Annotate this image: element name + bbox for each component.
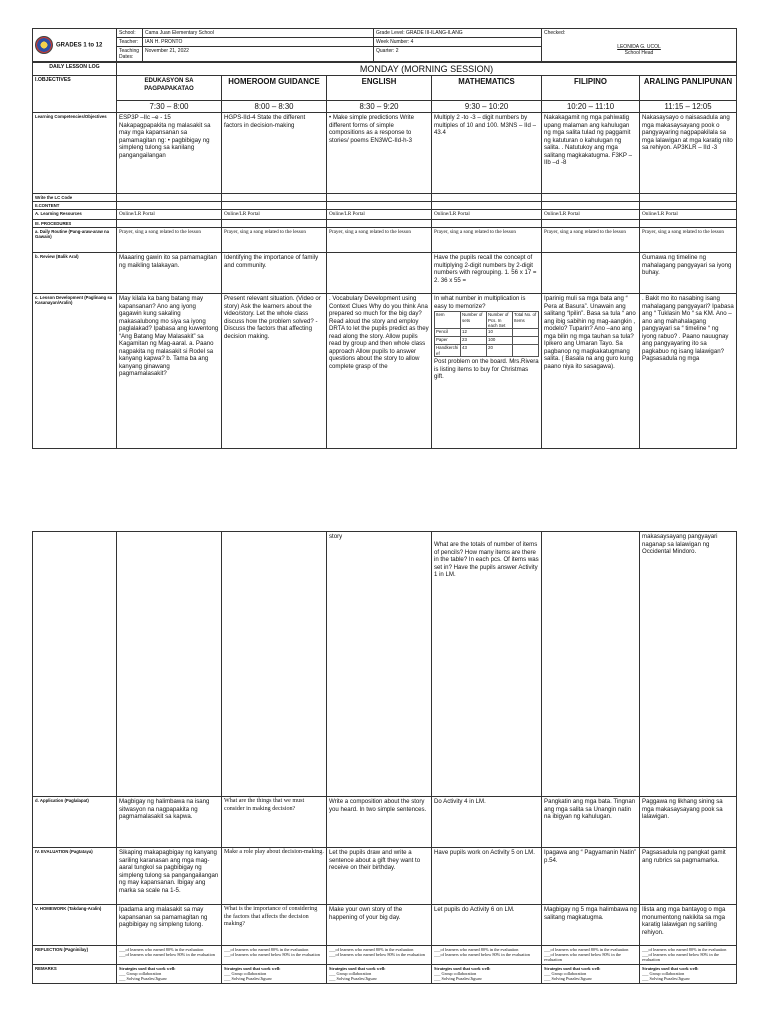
homework-math: Let pupils do Activity 6 on LM. (432, 905, 542, 946)
resource-math: Online/LR Portal (432, 210, 542, 220)
daily-routine-text: Daily Routine (Pang-araw-araw na Gawain) (35, 229, 110, 240)
remarks-label: REMARKS (33, 964, 117, 983)
deped-seal-icon (35, 36, 53, 54)
remarks-english (327, 964, 432, 983)
time-math: 9:30 – 10:20 (432, 101, 542, 113)
reflection-line-below: ___of learners who earned below 80% in the evaluation (119, 952, 215, 958)
lesson-table-2 (32, 531, 737, 984)
competency-homeroom: HGPS-IId-4 State the different factors in decision-making (222, 113, 327, 194)
subject-ap: ARALING PANLIPUNAN (640, 76, 737, 101)
remarks-puzzles: ___ Solving Puzzles/Jigsaw (434, 976, 482, 982)
competency-math: Multiply 2 -to -3 – digit numbers by multiples of 10 and 100. M3NS – IId – 43.4 (432, 113, 542, 194)
time-homeroom: 8:00 – 8:30 (222, 101, 327, 113)
development-esp: May kilala ka bang batang may kapansanan? Ano ang iyong gagawin kung sakaling makasalubong mo siya sa iyong paglalakad? Ipabasa ang kuwentong “Ang Batang May Malasakit” sa Kagamitan ng Mag-aaral. a. Paano nagpakita ng malasakit si Rodel sa kanyang kapwa? b. Tama ba ang kanyang ginawang pagmamalasakit? (117, 294, 222, 449)
remarks-math (432, 964, 542, 983)
application-english: Write a composition about the story you heard. In two simple sentences. (327, 797, 432, 848)
daily-routine-label (33, 228, 117, 253)
remarks-group: ___ Group collaboration (224, 970, 267, 976)
school-head-role: School Head (624, 50, 654, 56)
subject-english: ENGLISH (327, 76, 432, 101)
objectives-label: I.OBJECTIVES (33, 76, 117, 113)
procedures-label: III. PROCEDURES (33, 220, 117, 228)
evaluation-label: IV. EVALUATION (Pagtataya) (33, 848, 117, 905)
math-row-sets: 43 (461, 345, 487, 357)
application-math: Do Activity 4 in LM. (432, 797, 542, 848)
development-english: . Vocabulary Development using Context Clues Why do you think Ana prepared so much for the big day? Read aloud the story and employ DRTA to let the pupils predict as they read along the story. Allow pupils read by group and then whole class approach Allow pupils to answer questions about the story to allow complete grasp of the (327, 294, 432, 449)
development-num: c. (35, 295, 39, 301)
reflection-ap (640, 946, 737, 965)
routine-esp: Prayer, sing a song related to the lesson (117, 228, 222, 253)
reflection-line-80: ___of learners who earned 80% in the evaluation (224, 947, 309, 952)
competencies-label: Learning Competencies/Objectives (33, 113, 117, 194)
application-label (33, 797, 117, 848)
remarks-strategies: Strategies used that work well: (224, 965, 281, 971)
reflection-line-80: ___of learners who earned 80% in the evaluation (119, 947, 204, 952)
development-english-cont: story (327, 532, 432, 797)
competency-english: • Make simple predictions Write different forms of simple compositions as a response to stories/ poems EN3WC-IId-h-3 (327, 113, 432, 194)
evaluation-homeroom: Make a role play about decision-making. (222, 848, 327, 905)
homework-homeroom: What is the importance of considering the factors that affects the decision making? (222, 905, 327, 946)
reflection-line-80: ___of learners who earned 80% in the evaluation (544, 947, 629, 952)
review-homeroom: Identifying the importance of family and community. (222, 253, 327, 294)
application-homeroom: What are the things that we must consider in making decision? (222, 797, 327, 848)
remarks-strategies: Strategies used that work well: (434, 965, 491, 971)
evaluation-filipino: Ipagawa ang “ Pagyamanin Natin” p.54. (542, 848, 640, 905)
resources-label: A. Learning Resources (33, 210, 117, 220)
remarks-group: ___ Group collaboration (642, 970, 685, 976)
dates-label: Teaching Dates: (117, 47, 143, 62)
development-text: Lesson Development (Paglinang sa Kasanayan/Aralin) (35, 295, 113, 306)
subject-homeroom: HOMEROOM GUIDANCE (222, 76, 327, 101)
competency-filipino: Nakakagamit ng mga pahiwatig upang malaman ang kahulugan ng mga salita tulad ng paggamit ng katuturan o kahulugan ng salita. . Natutukoy ang mga salitang magkakatugma. F3KP –IIb –d -8 (542, 113, 640, 194)
grades-label: GRADES 1 to 12 (56, 42, 103, 49)
reflection-line-below: ___of learners who earned below 80% in the evaluation (642, 952, 719, 963)
remarks-strategies: Strategies used that work well: (544, 965, 601, 971)
remarks-group: ___ Group collaboration (119, 970, 162, 976)
reflection-line-below: ___of learners who earned below 80% in the evaluation (224, 952, 320, 958)
resource-ap: Online/LR Portal (640, 210, 737, 220)
subject-filipino: FILIPINO (542, 76, 640, 101)
development-math (432, 294, 542, 449)
teacher-label: Teacher: (117, 38, 143, 47)
remarks-puzzles: ___ Solving Puzzles/Jigsaw (119, 976, 167, 982)
application-num: d. (35, 798, 39, 803)
application-text: Application (Paglalapat) (39, 798, 89, 803)
reflection-homeroom (222, 946, 327, 965)
reflection-esp (117, 946, 222, 965)
reflection-english (327, 946, 432, 965)
math-header-total: Total No. of Items (513, 312, 539, 329)
math-row-pcs: 20 (487, 345, 513, 357)
routine-math: Prayer, sing a song related to the lesson (432, 228, 542, 253)
routine-english: Prayer, sing a song related to the lesson (327, 228, 432, 253)
review-label (33, 253, 117, 294)
math-row-pcs: 10 (487, 329, 513, 337)
development-ap: . Bakit mo ito nasabing isang mahalagang pangyayari? Ipabasa ang “ Tuklasin Mo “ sa KM. Ano –ano ang mahahalagang pangyayari sa “ timeline “ ng iyong rabuo? . Paano nauugnay ang pangyayaring ito sa pagkabuo ng isang lalawigan? Pagsasadula ng mga (640, 294, 737, 449)
time-esp: 7:30 – 8:00 (117, 101, 222, 113)
remarks-puzzles: ___ Solving Puzzles/Jigsaw (329, 976, 377, 982)
routine-homeroom: Prayer, sing a song related to the lesson (222, 228, 327, 253)
math-problem: Post problem on the board. Mrs.Rivera is listing items to buy for Christmas gift. (434, 358, 539, 381)
math-row-sets: 12 (461, 329, 487, 337)
math-row-item: Pencil (435, 329, 461, 337)
week-number: Week Number: 4 (374, 38, 542, 47)
evaluation-english: Let the pupils draw and write a sentence about a gift they want to receive on their birthday. (327, 848, 432, 905)
grade-level: Grade Level: GRADE III-ILANG-ILANG (374, 29, 542, 38)
reflection-line-80: ___of learners who earned 80% in the evaluation (434, 947, 519, 952)
math-row-total (513, 329, 539, 337)
reflection-line-below: ___of learners who earned below 80% in the evaluation (329, 952, 425, 958)
header-table (32, 28, 737, 62)
remarks-group: ___ Group collaboration (544, 970, 587, 976)
application-filipino: Pangkatin ang mga bata. Tingnan ang mga salita sa Unangin natin na ibigyan ng kahulugan. (542, 797, 640, 848)
math-row-total (513, 337, 539, 345)
math-row-total (513, 345, 539, 357)
checked-cell (542, 29, 737, 62)
remarks-group: ___ Group collaboration (434, 970, 477, 976)
reflection-line-below: ___of learners who earned below 80% in the evaluation (544, 952, 621, 963)
homework-english: Make your own story of the happening of your big day. (327, 905, 432, 946)
application-ap: Paggawa ng likhang sining sa mga makasaysayang pook sa lalawigan. (640, 797, 737, 848)
evaluation-ap: Pagsasadula ng pangkat gamit ang rubrics sa pagmamarka. (640, 848, 737, 905)
evaluation-esp: Sikaping makapagbigay ng kanyang sariling karanasan ang mga mag-aaral tungkol sa pagbibigay ng simpleng tulong sa pangangailangan ng may kapansanan. Ibigay ang marka sa scale na 1-5. (117, 848, 222, 905)
math-header-pcs: Number of Pcs. In each Set (487, 312, 513, 329)
review-text: Review (Balik Aral) (40, 254, 79, 260)
resource-homeroom: Online/LR Portal (222, 210, 327, 220)
lc-code-label: Write the LC Code (33, 194, 117, 202)
homework-label: V. HOMEWORK (Takdang-Aralin) (33, 905, 117, 946)
reflection-label: REFLECTION (Pagninilay) (33, 946, 117, 965)
math-intro: In what number in multiplication is easy to memorize? (434, 295, 526, 310)
development-math-cont (432, 532, 542, 797)
resource-esp: Online/LR Portal (117, 210, 222, 220)
math-questions: What are the totals of number of items of pencils? How many items are there in the table? In each pcs. Of items was set in? Have the pupils answer Activity 1 in LM. (434, 541, 539, 578)
session-title: MONDAY (MORNING SESSION) (117, 63, 737, 76)
reflection-line-below: ___of learners who earned below 80% in the evaluation (434, 952, 530, 958)
application-esp: Magbigay ng halimbawa na isang sitwasyon na nagpapakita ng pagmamalasakit sa kapwa. (117, 797, 222, 848)
daily-lesson-log-title: DAILY LESSON LOG (33, 63, 117, 76)
school-head-name: LEONIDA G. UCOL (617, 44, 661, 50)
homework-filipino: Magbigay ng 5 mga halimbawa ng salitang magkatugma. (542, 905, 640, 946)
review-math: Have the pupils recall the concept of multiplying 2-digit numbers by 2-digit numbers with regrouping. 1. 56 x 17 = 2. 36 x 55 = (432, 253, 542, 294)
subject-esp: EDUKASYON SA PAGPAPAKATAO (117, 76, 222, 101)
reflection-line-80: ___of learners who earned 80% in the evaluation (642, 947, 727, 952)
remarks-group: ___ Group collaboration (329, 970, 372, 976)
routine-ap: Prayer, sing a song related to the lesson (640, 228, 737, 253)
subject-math: MATHEMATICS (432, 76, 542, 101)
math-row-item: Handkerchief (435, 345, 461, 357)
math-row-item: Paper (435, 337, 461, 345)
time-filipino: 10:20 – 11:10 (542, 101, 640, 113)
remarks-strategies: Strategies used that work well: (642, 965, 699, 971)
competency-ap: Nakasaysayo o naisasadula ang mga makasaysayang pook o pangyayaring nagpapakilala sa mga lalawigan at mga karatig nito sa rehiyon. AP3KLR – IId -3 (640, 113, 737, 194)
review-num: b. (35, 254, 39, 260)
lesson-log-page-2 (32, 531, 736, 984)
grades-cell (33, 29, 117, 62)
evaluation-math: Have pupils work on Activity 5 on LM. (432, 848, 542, 905)
math-header-item: Item (435, 312, 461, 329)
teacher-value: IAN H. PRONTO (143, 38, 374, 47)
remarks-homeroom (222, 964, 327, 983)
math-row-sets: 23 (461, 337, 487, 345)
content-label: II.CONTENT (33, 202, 117, 210)
competency-esp: ESP3P –IIc –e - 15 Nakapagpapakita ng malasakit sa may mga kapansanan sa pamamagitan ng: • pagbibigay ng simpleng tulong sa kanilang pangangailangan (117, 113, 222, 194)
checked-label: Checked: (544, 30, 566, 36)
daily-routine-num: a. (35, 229, 39, 235)
remarks-ap (640, 964, 737, 983)
reflection-line-80: ___of learners who earned 80% in the evaluation (329, 947, 414, 952)
remarks-puzzles: ___ Solving Puzzles/Jigsaw (642, 976, 690, 982)
remarks-filipino (542, 964, 640, 983)
development-homeroom: Present relevant situation. (Video or story) Ask the learners about the video/story. Let the whole class discuss how the problem solved? -Discuss the factors that affecting decision making. (222, 294, 327, 449)
resource-english: Online/LR Portal (327, 210, 432, 220)
time-english: 8:30 – 9:20 (327, 101, 432, 113)
lesson-log-page-1 (32, 28, 736, 449)
remarks-puzzles: ___ Solving Puzzles/Jigsaw (224, 976, 272, 982)
reflection-math (432, 946, 542, 965)
remarks-puzzles: ___ Solving Puzzles/Jigsaw (544, 976, 592, 982)
remarks-strategies: Strategies used that work well: (329, 965, 386, 971)
math-row-pcs: 100 (487, 337, 513, 345)
remarks-esp (117, 964, 222, 983)
resource-filipino: Online/LR Portal (542, 210, 640, 220)
review-esp: Maaaring gawin ito sa pamamagitan ng maikling talakayan. (117, 253, 222, 294)
review-filipino (542, 253, 640, 294)
school-label: School: (117, 29, 143, 38)
time-ap: 11:15 – 12:05 (640, 101, 737, 113)
homework-esp: Ipadama ang malasakit sa may kapansanan sa pamamagitan ng pagbibigay ng simpleng tulong. (117, 905, 222, 946)
development-ap-cont: makasaysayang pangyayari naganap sa lalawigan ng Occidental Mindoro. (640, 532, 737, 797)
routine-filipino: Prayer, sing a song related to the lesson (542, 228, 640, 253)
school-value: Cama Juan Elementary School (143, 29, 374, 38)
review-english (327, 253, 432, 294)
math-header-sets: Number of sets (461, 312, 487, 329)
development-label (33, 294, 117, 449)
development-filipino: Iparinig muli sa mga bata ang “ Pera at Basura”. Unawain ang salitang “Ipilin”. Basa sa tula “ ano ang ibig sabihin ng mag-aangkin , modelo? Tuparin? Ano –ano ang mga bilin ng mga tauhan sa tula? Ipikero ang Umaran Tayo. Sa pagbanop ng magkakatugmang salita. ( Basala na ang guro kung paano niya ito sasagawa). (542, 294, 640, 449)
math-items-table (434, 311, 539, 357)
homework-ap: Ilista ang mga bantayog o mga monumentong nakikita sa mga karatig lalawigan ng sariling rehiyon. (640, 905, 737, 946)
lesson-table-1 (32, 62, 737, 449)
quarter: Quarter: 2 (374, 47, 542, 62)
reflection-filipino (542, 946, 640, 965)
remarks-strategies: Strategies used that work well: (119, 965, 176, 971)
dates-value: November 21, 2022 (143, 47, 374, 62)
review-ap: Gumawa ng timeline ng mahalagang pangyayari sa iyong buhay. (640, 253, 737, 294)
